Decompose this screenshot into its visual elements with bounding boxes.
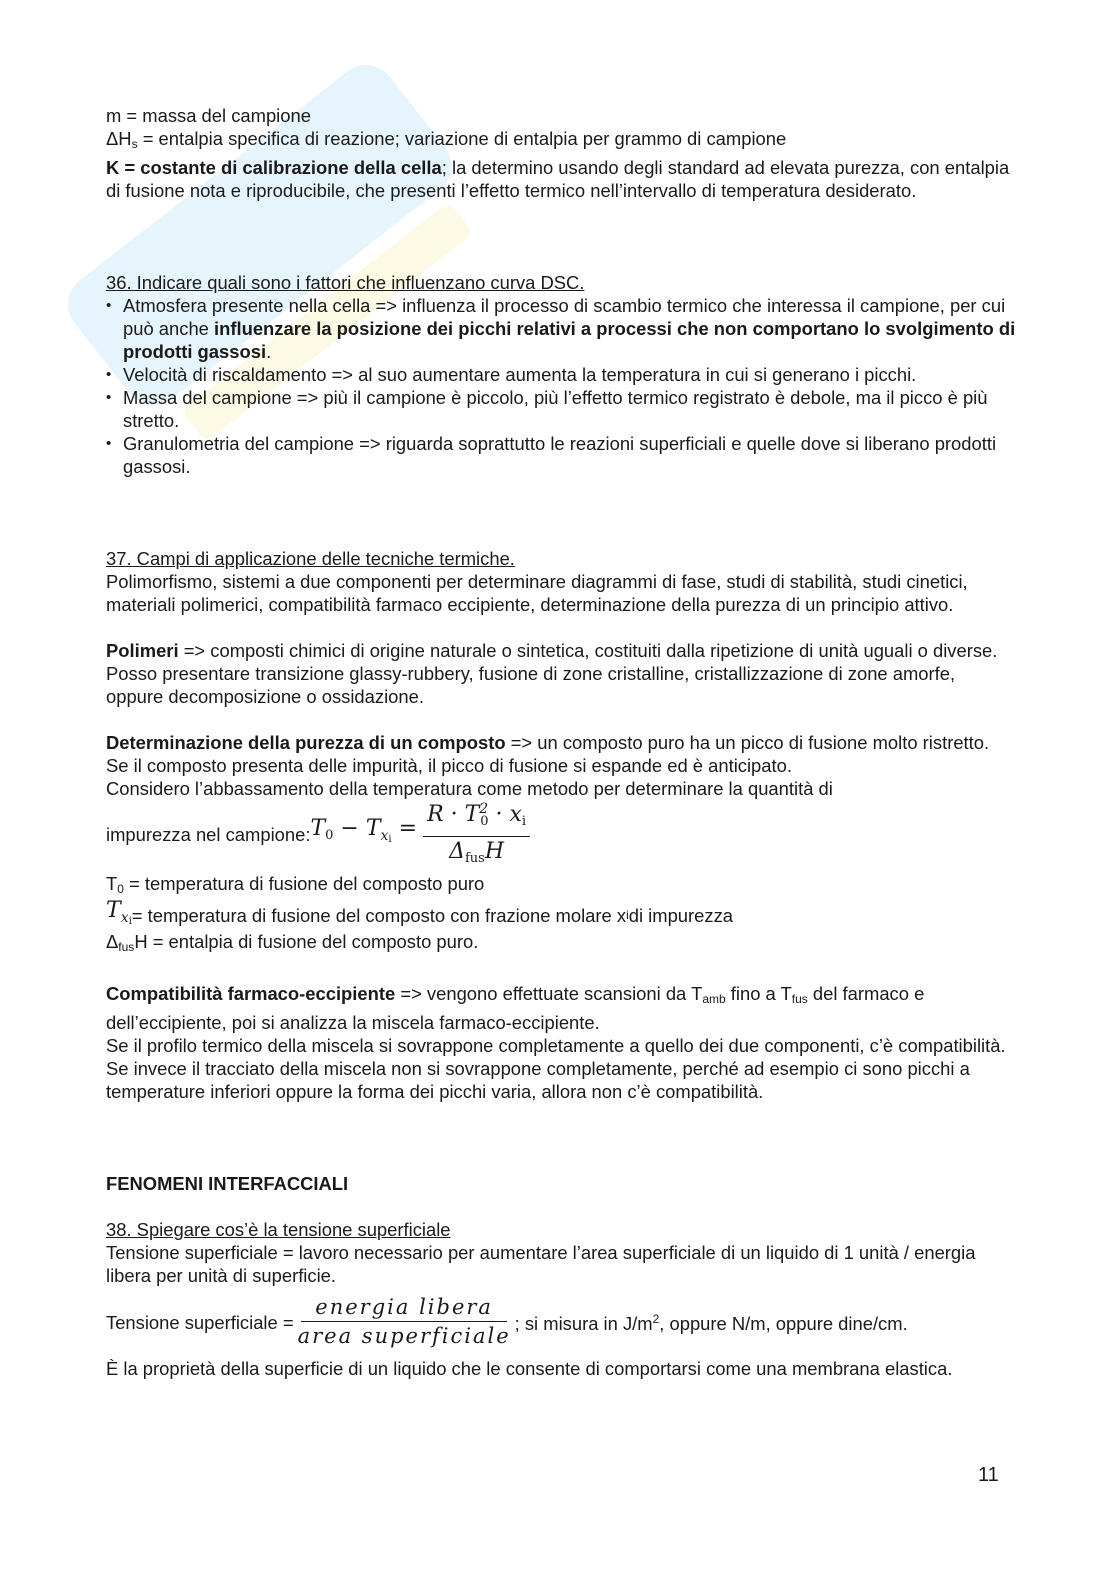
list-item: • Massa del campione => più il campione è piccolo, più l’effetto termico registrato è debole, ma il picco è più stretto.: [106, 386, 1016, 432]
question-37-title: 37. Campi di applicazione delle tecniche termiche.: [106, 548, 515, 569]
formula-lhs: $T_0 - T_{x_i}$ =: [310, 816, 418, 845]
def-dh: $\Delta H_s$ = entalpia specifica di reazione; variazione di entalpia per grammo di campione: [106, 128, 787, 151]
def-k: K = costante di calibrazione della cella; la determino usando degli standard ad elevata purezza, con entalpia di fusione nota e riproducibile, che presenti l’effetto termico nell’intervallo di temperatura desiderato.: [106, 157, 1010, 201]
formula2-lead: Tensione superficiale =: [106, 1311, 294, 1333]
question-36-title: 36. Indicare quali sono i fattori che influenzano curva DSC.: [106, 272, 585, 293]
compat-paragraph: Compatibilità farmaco-eccipiente => vengono effettuate scansioni da $T_{amb}$ fino a $T_{fus}$ del farmaco e dell’eccipiente, poi si analizza la miscela farmaco-eccipiente.: [106, 983, 925, 1033]
section-heading: FENOMENI INTERFACCIALI: [106, 1173, 349, 1194]
q38-closing: È la proprietà della superficie di un liquido che le consente di comportarsi come una membrana elastica.: [106, 1358, 953, 1379]
list-item: • Velocità di riscaldamento => al suo aumentare aumenta la temperatura in cui si generano i picchi.: [106, 363, 1016, 386]
formula2-tail: ; si misura in $J/m^2$, oppure N/m, oppure dine/cm.: [514, 1312, 908, 1335]
purezza-paragraph-3: Considero l’abbassamento della temperatura come metodo per determinare la quantità di: [106, 778, 833, 799]
def-m: m = massa del campione: [106, 105, 311, 126]
formula-fraction: $\frac{R \cdot T^2_0 \cdot x_i}{\Delta_{fus}H}$: [423, 798, 530, 870]
surface-tension-formula: [106, 1287, 1016, 1357]
formula2-fraction: [294, 1296, 515, 1348]
dfus-definition: $\Delta_{fus}H$ = entalpia di fusione del composto puro.: [106, 931, 479, 954]
formula-lead-text: impurezza nel campione:: [106, 823, 311, 845]
formula2-numerator: energia libera: [301, 1296, 507, 1322]
formula2-denominator: area superficiale: [297, 1324, 511, 1348]
list-item: • Granulometria del campione => riguarda soprattutto le reazioni superficiali e quelle dove si liberano prodotti gassosi.: [106, 432, 1016, 478]
q38-definition: Tensione superficiale = lavoro necessario per aumentare l’area superficiale di un liquido di 1 unità / energia libera per unità di superficie.: [106, 1242, 976, 1286]
q36-factor-list: [106, 294, 1016, 478]
q37-intro: Polimorfismo, sistemi a due componenti per determinare diagrammi di fase, studi di stabilità, studi cinetici, materiali polimerici, compatibilità farmaco eccipiente, determinazione della purezza di un principio attivo.: [106, 571, 968, 615]
compat-paragraph-3: Se invece il tracciato della miscela non si sovrappone completamente, perché ad esempio ci sono picchi a temperature inferiori oppure la forma dei picchi varia, allora non c’è compatibilità.: [106, 1058, 970, 1102]
list-item: • Atmosfera presente nella cella => influenza il processo di scambio termico che interessa il campione, per cui può anche influenzare la posizione dei picchi relativi a processi che non comportano lo svolgimento di prodotti gassosi.: [106, 294, 1016, 363]
impurity-formula: [106, 796, 1016, 872]
t0-definition: $T_0$ = temperatura di fusione del composto puro: [106, 873, 485, 896]
purezza-paragraph: Determinazione della purezza di un composto => un composto puro ha un picco di fusione molto ristretto.: [106, 732, 990, 753]
polimeri-paragraph: Polimeri => composti chimici di origine naturale o sintetica, costituiti dalla ripetizione di unità uguali o diverse.: [106, 640, 998, 661]
txi-symbol: $T_{x_i}$: [106, 897, 132, 927]
page-content: [106, 104, 1016, 1380]
purezza-paragraph-2: Se il composto presenta delle impurità, il picco di fusione si espande ed è anticipato.: [106, 755, 792, 776]
compat-paragraph-2: Se il profilo termico della miscela si sovrappone completamente a quello dei due componenti, c’è compatibilità.: [106, 1035, 1006, 1056]
question-38-title: 38. Spiegare cos’è la tensione superficiale: [106, 1219, 451, 1240]
txi-definition: $T_{x_i}$ = temperatura di fusione del composto con frazione molare x i di impurezza: [106, 901, 1016, 930]
page-number: 11: [978, 1464, 999, 1486]
polimeri-paragraph-2: Posso presentare transizione glassy-rubbery, fusione di zone cristalline, cristallizzazione di zone amorfe, oppure decomposizione o ossidazione.: [106, 663, 956, 707]
